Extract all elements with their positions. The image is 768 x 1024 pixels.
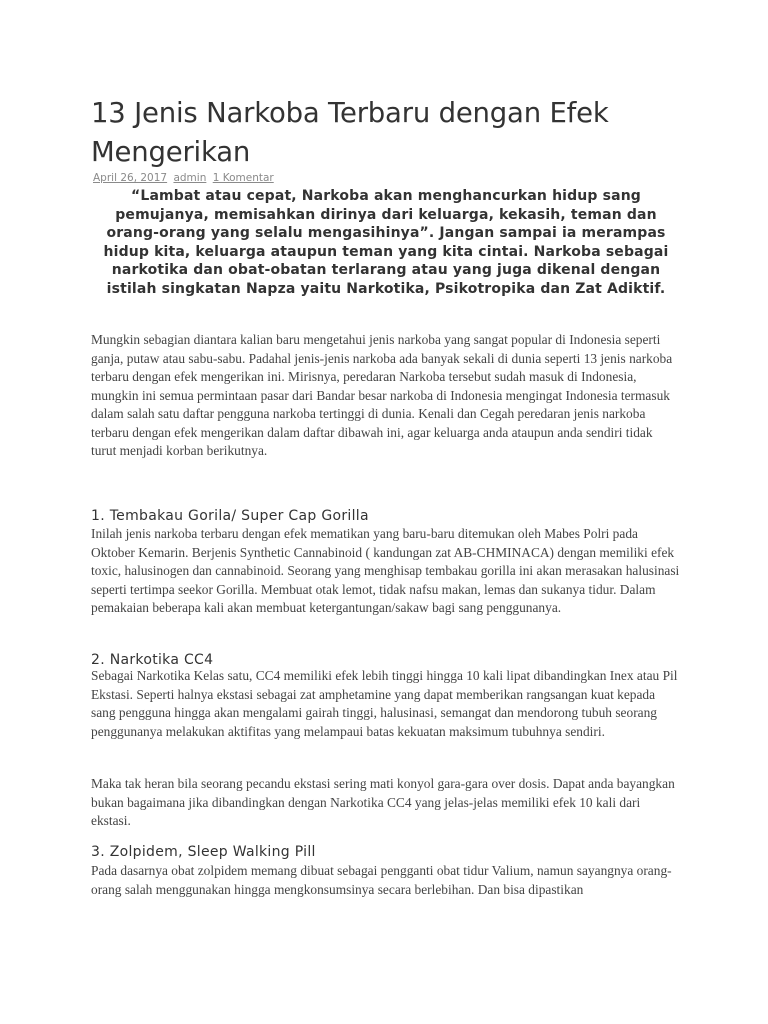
- section-heading-1: 1. Tembakau Gorila/ Super Cap Gorilla: [91, 508, 369, 524]
- intro-paragraph: Mungkin sebagian diantara kalian baru mengetahui jenis narkoba yang sangat popular di Indonesia seperti ganja, putaw atau sabu-sabu. Padahal jenis-jenis narkoba ada banyak sekali di dunia seperti 13 jenis narkoba terbaru dengan efek mengerikan ini. Mirisnya, peredaran Narkoba tersebut sudah masuk di Indonesia, mungkin ini semua permintaan pasar dari Bandar besar narkoba di Indonesia mengingat Indonesia termasuk dalam salah satu daftar pengguna narkoba tertinggi di dunia. Kenali dan Cegah peredaran jenis narkoba terbaru dengan efek mengerikan dalam daftar dibawah ini, agar keluarga anda ataupun anda sendiri tidak turut menjadi korban berikutnya.: [91, 332, 673, 458]
- section-heading-3: 3. Zolpidem, Sleep Walking Pill: [91, 844, 316, 860]
- author-link[interactable]: admin: [173, 172, 207, 184]
- article-meta: [91, 172, 277, 184]
- intro-quote: “Lambat atau cepat, Narkoba akan menghancurkan hidup sang pemujanya, memisahkan dirinya dari keluarga, kekasih, teman dan orang-orang yang selalu mengasihinya”. Jangan sampai ia merampas hidup kita, keluarga ataupun teman yang kita cintai. Narkoba sebagai narkotika dan obat-obatan terlarang atau yang juga dikenal dengan istilah singkatan Napza yaitu Narkotika, Psikotropika dan Zat Adiktif.: [103, 188, 669, 297]
- article-title: 13 Jenis Narkoba Terbaru dengan Efek Mengerikan: [91, 97, 609, 168]
- section-2-paragraph-2: Maka tak heran bila seorang pecandu ekstasi sering mati konyol gara-gara over dosis. Dapat anda bayangkan bukan bagaimana jika dibandingkan dengan Narkotika CC4 yang jelas-jelas memiliki efek 10 kali dari ekstasi.: [91, 776, 675, 828]
- section-heading-2: 2. Narkotika CC4: [91, 652, 214, 668]
- comments-link[interactable]: 1 Komentar: [212, 172, 274, 184]
- post-date-link[interactable]: April 26, 2017: [93, 172, 168, 184]
- section-3-paragraph: Pada dasarnya obat zolpidem memang dibuat sebagai pengganti obat tidur Valium, namun sayangnya orang-orang salah menggunakan hingga mengkonsumsinya secara berlebihan. Dan bisa dipastikan: [91, 863, 672, 897]
- section-2-paragraph-1: Sebagai Narkotika Kelas satu, CC4 memiliki efek lebih tinggi hingga 10 kali lipat dibandingkan Inex atau Pil Ekstasi. Seperti halnya ekstasi sebagai zat amphetamine yang dapat memberikan rangsangan kuat kepada sang pengguna hingga akan mengalami gairah tinggi, halusinasi, semangat dan mendorong tubuh seorang penggunanya melakukan aktifitas yang melampaui batas kekuatan maksimum tubuhnya sendiri.: [91, 668, 678, 739]
- section-1-paragraph: Inilah jenis narkoba terbaru dengan efek mematikan yang baru-baru ditemukan oleh Mabes Polri pada Oktober Kemarin. Berjenis Synthetic Cannabinoid ( kandungan zat AB-CHMINACA) dengan memiliki efek toxic, halusinogen dan cannabinoid. Seorang yang menghisap tembakau gorilla ini akan merasakan halusinasi seperti tertimpa seekor Gorilla. Membuat otak lemot, tidak nafsu makan, lemas dan sukanya tidur. Dalam pemakaian beberapa kali akan membuat ketergantungan/sakaw bagi sang penggunanya.: [91, 526, 680, 615]
